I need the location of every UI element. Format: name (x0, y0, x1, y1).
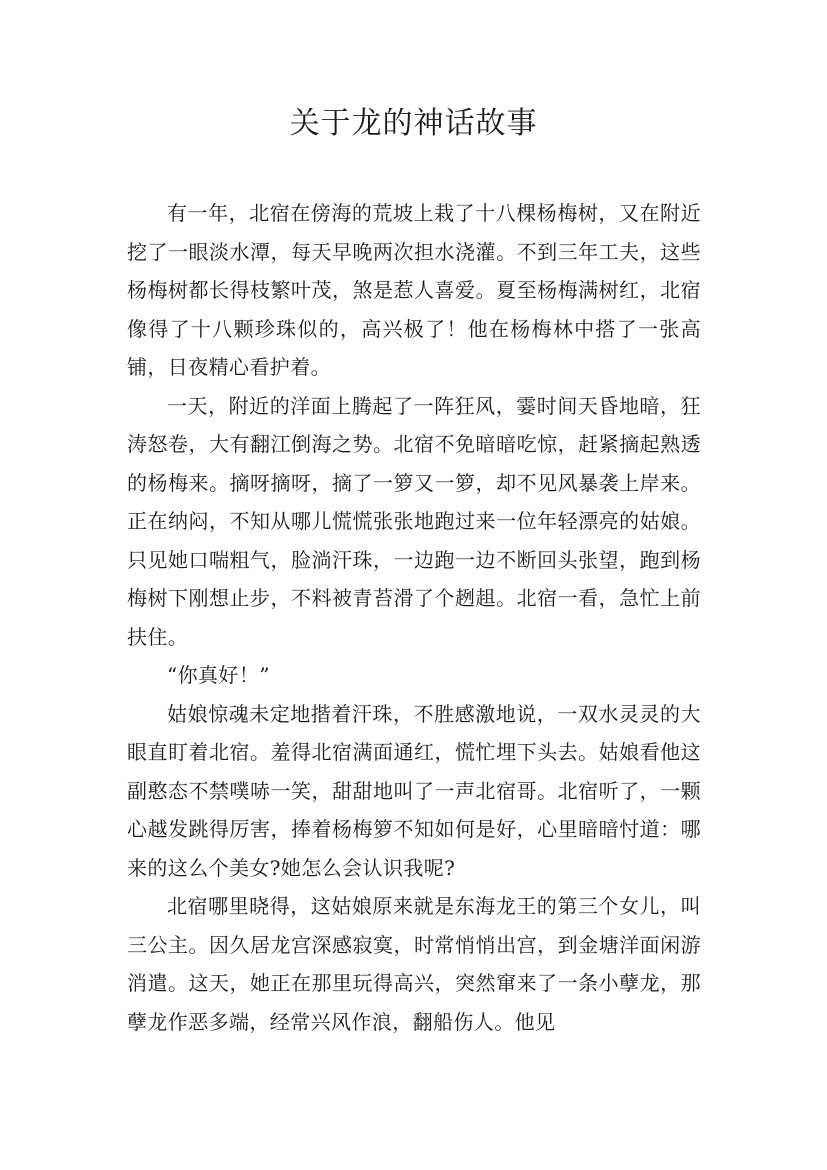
paragraph-2: 一天，附近的洋面上腾起了一阵狂风，霎时间天昏地暗，狂涛怒卷，大有翻江倒海之势。北宿不免暗暗吃惊，赶紧摘起熟透的杨梅来。摘呀摘呀，摘了一箩又一箩，却不见风暴袭上岸来。正在纳闷，不知从哪儿慌慌张张地跑过来一位年轻漂亮的姑娘。只见她口喘粗气，脸淌汗珠，一边跑一边不断回头张望，跑到杨梅树下刚想止步，不料被青苔滑了个趔趄。北宿一看，急忙上前扶住。 (127, 393, 701, 649)
document-body (127, 194, 701, 1041)
paragraph-5: 北宿哪里晓得，这姑娘原来就是东海龙王的第三个女儿，叫三公主。因久居龙宫深感寂寞，时常悄悄出宫，到金塘洋面闲游消遣。这天，她正在那里玩得高兴，突然窜来了一条小孽龙，那孽龙作恶多端，经常兴风作浪，翻船伤人。他见 (127, 894, 701, 1034)
document-title: 关于龙的神话故事 (289, 106, 538, 141)
paragraph-1: 有一年，北宿在傍海的荒坡上栽了十八棵杨梅树，又在附近挖了一眼淡水潭，每天早晚两次担水浇灌。不到三年工夫，这些杨梅树都长得枝繁叶茂，煞是惹人喜爱。夏至杨梅满树红，北宿像得了十八颗珍珠似的，高兴极了！他在杨梅林中搭了一张高铺，日夜精心看护着。 (127, 201, 701, 379)
paragraph-3-quote: “你真好！” (167, 663, 270, 687)
paragraph-4: 姑娘惊魂未定地揩着汗珠，不胜感激地说，一双水灵灵的大眼直盯着北宿。羞得北宿满面通红，慌忙埋下头去。姑娘看他这副憨态不禁噗哧一笑，甜甜地叫了一声北宿哥。北宿听了，一颗心越发跳得厉害，捧着杨梅箩不知如何是好，心里暗暗忖道：哪来的这么个美女?她怎么会认识我呢? (127, 701, 701, 880)
